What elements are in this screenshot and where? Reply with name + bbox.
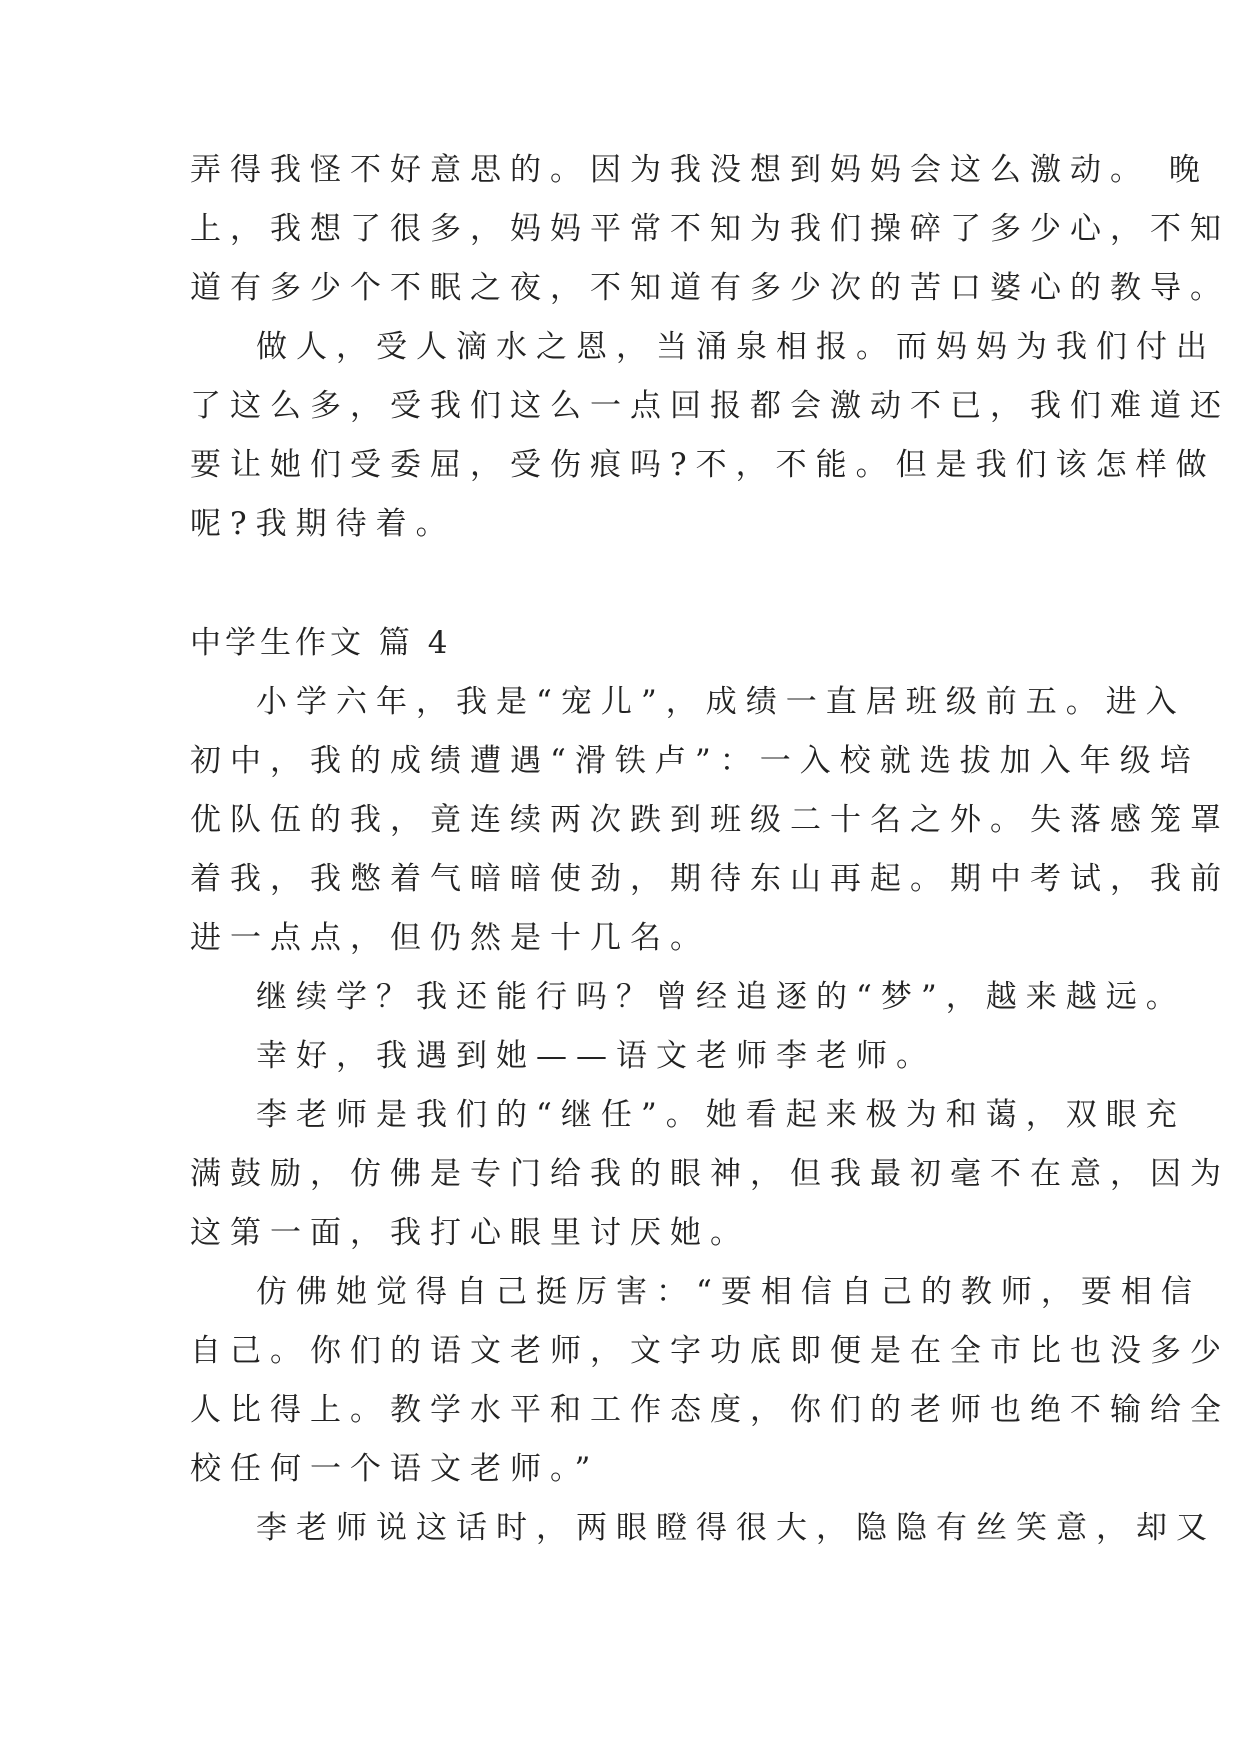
text-line: 校任何一个语文老师。” (190, 1451, 600, 1487)
text-line: 弄得我怪不好意思的。因为我没想到妈妈会这么激动。 晚 (190, 152, 1209, 188)
text-line: 做人，受人滴水之恩，当涌泉相报。而妈妈为我们付出 (256, 329, 1216, 365)
text-line: 李老师说这话时，两眼瞪得很大，隐隐有丝笑意，却又 (256, 1510, 1216, 1546)
text-line: 初中，我的成绩遭遇“滑铁卢”：一入校就选拔加入年级培 (190, 743, 1200, 779)
section-heading: 中学生作文 篇 4 (190, 625, 452, 661)
text-line: 道有多少个不眠之夜，不知道有多少次的苦口婆心的教导。 (190, 270, 1230, 306)
text-line: 了这么多，受我们这么一点回报都会激动不已，我们难道还 (190, 388, 1230, 424)
text-line: 优队伍的我，竟连续两次跌到班级二十名之外。失落感笼罩 (190, 802, 1230, 838)
text-line: 小学六年，我是“宠儿”，成绩一直居班级前五。进入 (256, 684, 1186, 720)
text-line: 这第一面，我打心眼里讨厌她。 (190, 1215, 750, 1251)
text-line: 自己。你们的语文老师，文字功底即便是在全市比也没多少 (190, 1333, 1230, 1369)
text-line: 仿佛她觉得自己挺厉害：“要相信自己的教师，要相信 (256, 1274, 1201, 1310)
text-line: 着我，我憋着气暗暗使劲，期待东山再起。期中考试，我前 (190, 861, 1230, 897)
text-line: 要让她们受委屈，受伤痕吗?不，不能。但是我们该怎样做 (190, 447, 1216, 483)
text-line: 幸好，我遇到她——语文老师李老师。 (256, 1038, 936, 1074)
text-line: 进一点点，但仍然是十几名。 (190, 920, 710, 956)
text-line: 满鼓励，仿佛是专门给我的眼神，但我最初毫不在意，因为 (190, 1156, 1230, 1192)
text-line: 上，我想了很多，妈妈平常不知为我们操碎了多少心，不知 (190, 211, 1230, 247)
text-line: 呢?我期待着。 (190, 506, 456, 542)
text-line: 人比得上。教学水平和工作态度，你们的老师也绝不输给全 (190, 1392, 1230, 1428)
text-line: 李老师是我们的“继任”。她看起来极为和蔼，双眼充 (256, 1097, 1186, 1133)
text-line: 继续学？我还能行吗？曾经追逐的“梦”，越来越远。 (256, 979, 1186, 1015)
